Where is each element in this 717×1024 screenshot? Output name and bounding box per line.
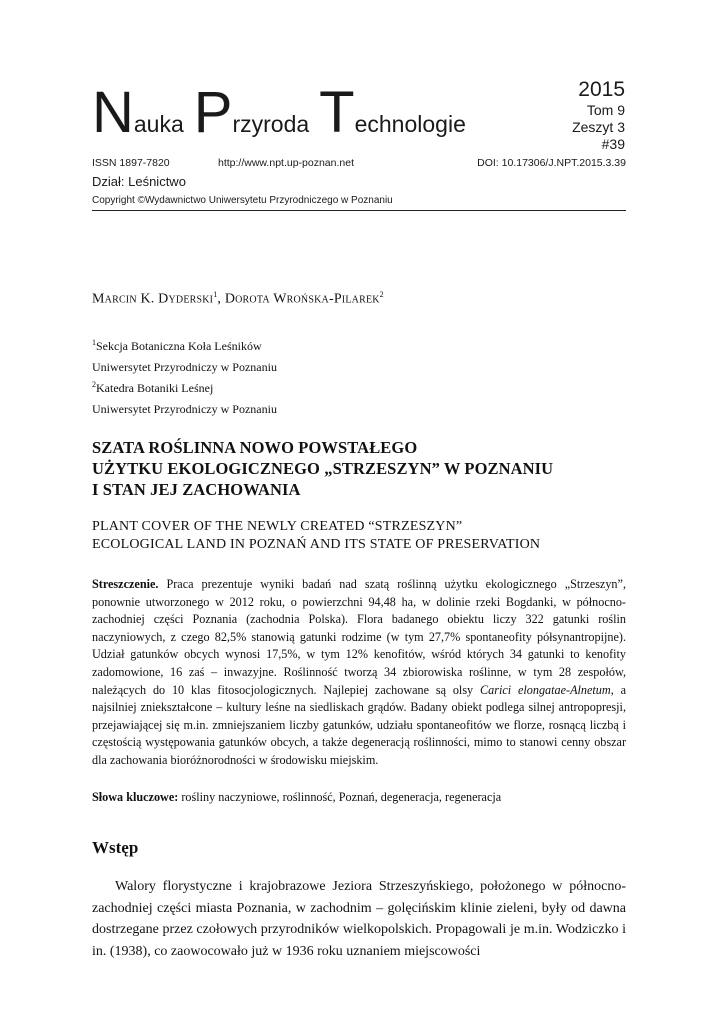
abstract-text: Praca prezentuje wyniki badań nad szatą roślinną użytku ekologicznego „Strzeszyn”, ponownie utworzonego w 2012 roku, o powierzchni 94,48 ha, w dolinie rzeki Bogdanki, w północno-zachodniej części Poznania (zachodnia Polska). Flora badanego obiektu liczy 322 gatunki roślin naczyniowych, z czego 82,5% stanowią gatunki rodzime (w tym 27,7% spontaneofity półsynantropijne). Udział gatunków obcych wynosi 17,5%, w tym 12% kenofitów, wśród których 34 gatunki to kenofity zadomowione, 16 zaś – inwazyjne. Roślinność tworzą 34 zbiorowiska roślinne, w tym 28 zespołów, należących do 10 klas fitosocjologicznych. Najlepiej zachowane są olsy (92, 577, 626, 697)
journal-title (92, 80, 476, 145)
title-line: ECOLOGICAL LAND IN POZNAŃ AND ITS STATE OF PRESERVATION (92, 537, 541, 552)
journal-title-word-1: Nauka (92, 80, 184, 145)
issue-year: 2015 (578, 78, 625, 101)
keywords-text: rośliny naczyniowe, roślinność, Poznań, degeneracja, regeneracja (178, 790, 502, 804)
author-list: Marcin K. Dyderski$^1$, Dorota Wrońska-Pilarek$^2$ (92, 290, 384, 307)
journal-title-word-2: Przyroda (193, 80, 310, 145)
section-heading: Wstęp (92, 838, 139, 857)
body-paragraph: Walory florystyczne i krajobrazowe Jeziora Strzeszyńskiego, położonego w północno-zachodniej części miasta Poznania, w zachodnim – golęcińskim klinie zieleni, były od dawna dostrzegane przez czołowych przyrodników wielkopolskich. Propagowali je m.in. Wodziczko i in. (1938), co zaowocowało już w 1936 roku uznaniem miejscowości (92, 879, 626, 959)
article-number: #39 (601, 136, 625, 152)
author-name: Marcin K. Dyderski (92, 291, 214, 307)
affiliation-line: Uniwersytet Przyrodniczy w Poznaniu (92, 402, 277, 416)
abstract-label: Streszczenie. (92, 577, 159, 591)
section-label: Dział: Leśnictwo (92, 174, 186, 189)
abstract (92, 576, 626, 770)
journal-title-word-3: Technologie (319, 80, 466, 145)
doi: DOI: 10.17306/J.NPT.2015.3.39 (477, 157, 626, 169)
affiliation-line: $^1$Sekcja Botaniczna Koła Leśników (92, 338, 262, 353)
issue-volume: Tom 9 (586, 102, 625, 118)
affiliation-line: $^2$Katedra Botaniki Leśnej (92, 380, 214, 395)
abstract-text: , a najsilniej zniekształcone – kultury leśne na siedliskach grądów. Badany obiekt podlega silnej antropopresji, przejawiającej się m.in. zmniejszaniem liczby gatunków, udziału spontaneofitów we florze, rosnącą liczbą i częstością występowania gatunków obcych, a także degeneracją roślinności, mimo to stanowi cenny obszar dla zachowania bioróżnorodności w środowisku miejskim. (92, 682, 626, 767)
keywords (92, 790, 501, 805)
journal-url-link[interactable]: http://www.npt.up-poznan.net (218, 157, 355, 169)
issue-info (572, 78, 625, 153)
author-name: Dorota Wrońska-Pilarek (224, 291, 380, 307)
title-line: UŻYTKU EKOLOGICZNEGO „STRZESZYN” W POZNANIU (92, 459, 554, 478)
issn: ISSN 1897-7820 (92, 157, 170, 169)
header-divider (92, 210, 626, 211)
title-line: I STAN JEJ ZACHOWANIA (92, 480, 301, 499)
title-line: PLANT COVER OF THE NEWLY CREATED “STRZESZYN” (92, 519, 463, 534)
article-title-english (92, 518, 540, 554)
affiliations (92, 334, 277, 418)
species-name: Carici elongatae-Alnetum (479, 682, 611, 697)
copyright-notice: Copyright ©Wydawnictwo Uniwersytetu Przyrodniczego w Poznaniu (92, 195, 393, 206)
title-line: SZATA ROŚLINNA NOWO POWSTAŁEGO (92, 438, 418, 457)
article-title-polish (92, 437, 553, 500)
keywords-label: Słowa kluczowe: (92, 790, 179, 804)
issue-number: Zeszyt 3 (572, 119, 625, 135)
affiliation-line: Uniwersytet Przyrodniczy w Poznaniu (92, 360, 277, 374)
author-affiliation-marker: 2 (379, 290, 384, 299)
author-affiliation-marker: 1 (213, 290, 218, 299)
